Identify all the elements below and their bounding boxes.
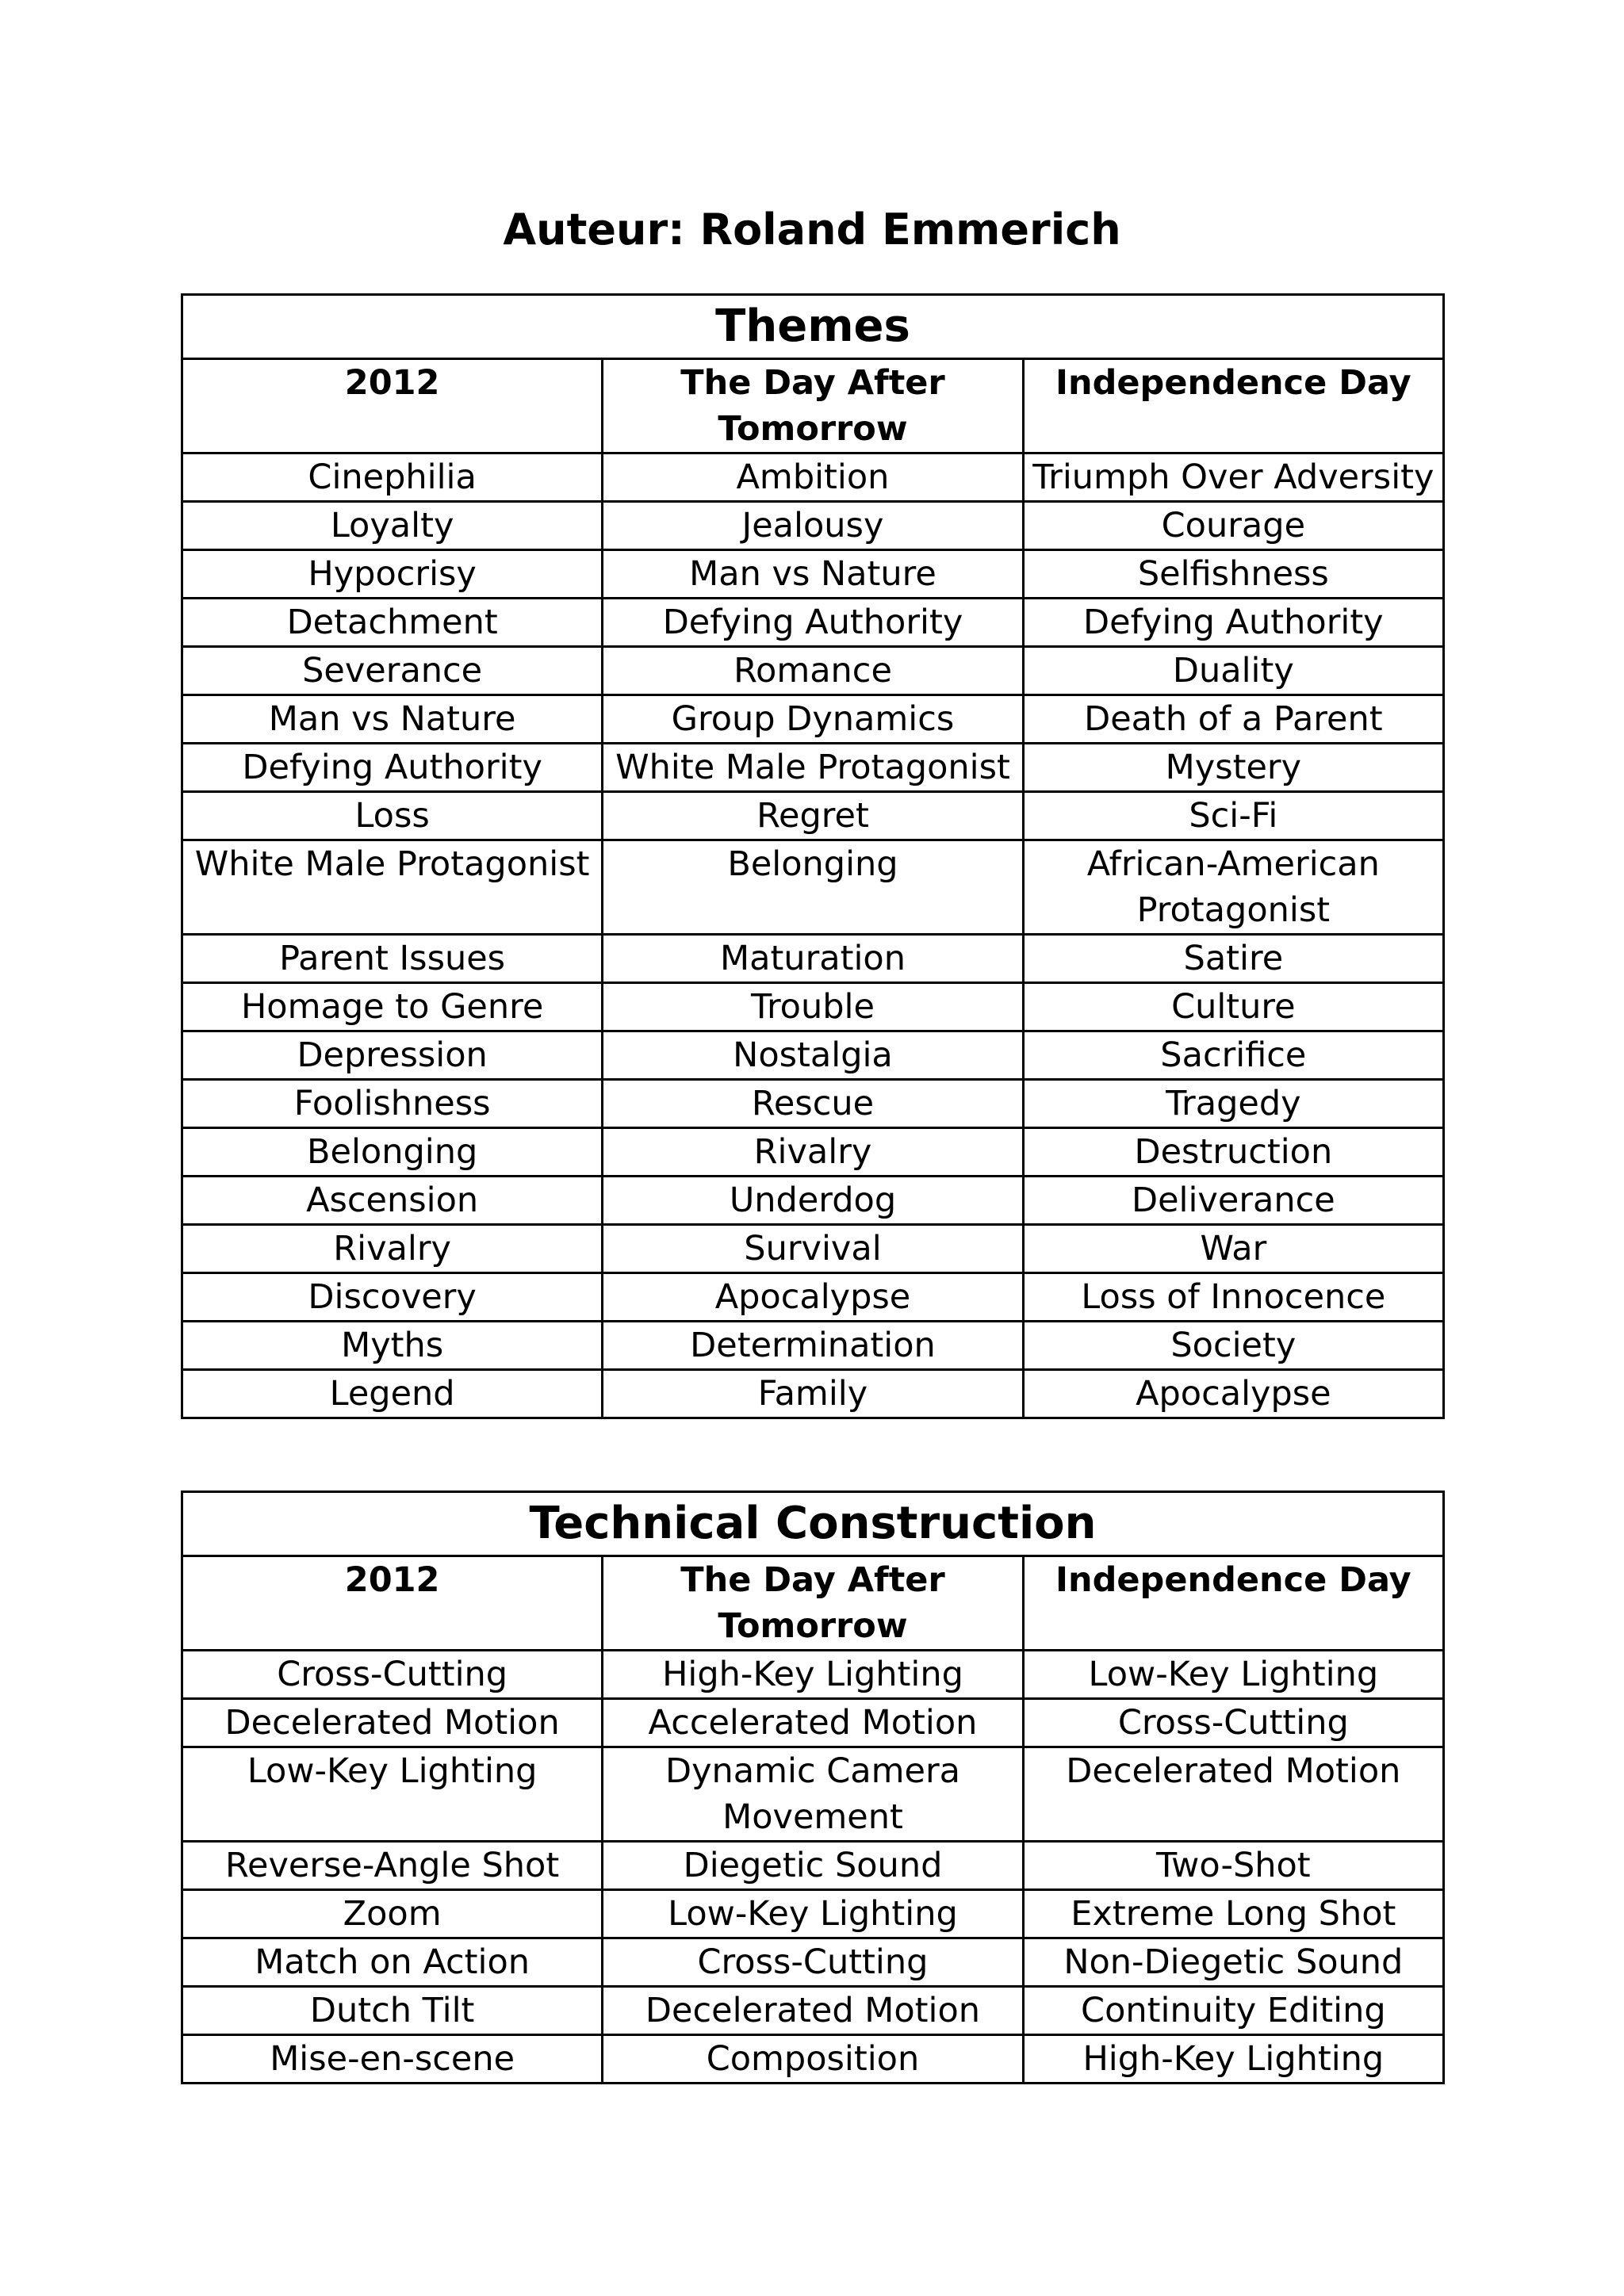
column-header: Independence Day bbox=[1023, 359, 1443, 453]
table-cell: Legend bbox=[182, 1370, 603, 1418]
table-cell: Match on Action bbox=[182, 1938, 603, 1987]
table-row bbox=[182, 935, 1444, 983]
table-row bbox=[182, 1080, 1444, 1128]
table-cell: White Male Protagonist bbox=[182, 840, 603, 935]
table-cell: Jealousy bbox=[603, 502, 1023, 550]
table-cell: Cross-Cutting bbox=[182, 1651, 603, 1699]
table-cell: Hypocrisy bbox=[182, 550, 603, 599]
table-row bbox=[182, 1322, 1444, 1370]
table-cell: Discovery bbox=[182, 1273, 603, 1322]
table-row bbox=[182, 840, 1444, 935]
table-row bbox=[182, 550, 1444, 599]
table-cell: Deliverance bbox=[1023, 1177, 1443, 1225]
table-row bbox=[182, 1938, 1444, 1987]
themes-heading: Themes bbox=[182, 295, 1444, 359]
table-cell: High-Key Lighting bbox=[603, 1651, 1023, 1699]
table-cell: Ambition bbox=[603, 453, 1023, 502]
table-row bbox=[182, 1651, 1444, 1699]
table-cell: Composition bbox=[603, 2035, 1023, 2084]
table-row bbox=[182, 792, 1444, 840]
table-row bbox=[182, 1747, 1444, 1842]
table-cell: Rivalry bbox=[603, 1128, 1023, 1177]
table-cell: Cross-Cutting bbox=[1023, 1699, 1443, 1747]
table-cell: Decelerated Motion bbox=[603, 1987, 1023, 2035]
table-cell: Rivalry bbox=[182, 1225, 603, 1273]
table-cell: Reverse-Angle Shot bbox=[182, 1842, 603, 1890]
table-cell: Culture bbox=[1023, 983, 1443, 1031]
table-cell: Courage bbox=[1023, 502, 1443, 550]
table-cell: Tragedy bbox=[1023, 1080, 1443, 1128]
table-row bbox=[182, 744, 1444, 792]
table-cell: Accelerated Motion bbox=[603, 1699, 1023, 1747]
table-row bbox=[182, 453, 1444, 502]
table-cell: Sci-Fi bbox=[1023, 792, 1443, 840]
table-row bbox=[182, 599, 1444, 647]
table-cell: Apocalypse bbox=[603, 1273, 1023, 1322]
column-header: The Day After Tomorrow bbox=[603, 359, 1023, 453]
table-cell: Dutch Tilt bbox=[182, 1987, 603, 2035]
table-row bbox=[182, 1842, 1444, 1890]
table-cell: Defying Authority bbox=[182, 744, 603, 792]
table-cell: Determination bbox=[603, 1322, 1023, 1370]
table-cell: Man vs Nature bbox=[182, 695, 603, 744]
table-cell: Decelerated Motion bbox=[182, 1699, 603, 1747]
table-cell: Defying Authority bbox=[603, 599, 1023, 647]
table-cell: Loss of Innocence bbox=[1023, 1273, 1443, 1322]
table-row bbox=[182, 1890, 1444, 1938]
table-cell: Apocalypse bbox=[1023, 1370, 1443, 1418]
table-cell: Underdog bbox=[603, 1177, 1023, 1225]
table-cell: Decelerated Motion bbox=[1023, 1747, 1443, 1842]
technical-construction-table bbox=[181, 1490, 1445, 2084]
column-header: The Day After Tomorrow bbox=[603, 1556, 1023, 1651]
table-cell: Two-Shot bbox=[1023, 1842, 1443, 1890]
table-cell: Loyalty bbox=[182, 502, 603, 550]
table-row bbox=[182, 983, 1444, 1031]
table-cell: Rescue bbox=[603, 1080, 1023, 1128]
table-cell: Trouble bbox=[603, 983, 1023, 1031]
table-cell: Loss bbox=[182, 792, 603, 840]
table-cell: Man vs Nature bbox=[603, 550, 1023, 599]
table-row bbox=[182, 1177, 1444, 1225]
table-cell: Family bbox=[603, 1370, 1023, 1418]
table-cell: War bbox=[1023, 1225, 1443, 1273]
table-cell: Continuity Editing bbox=[1023, 1987, 1443, 2035]
table-cell: Belonging bbox=[603, 840, 1023, 935]
themes-table bbox=[181, 293, 1445, 1419]
table-row bbox=[182, 1273, 1444, 1322]
table-cell: Myths bbox=[182, 1322, 603, 1370]
table-row bbox=[182, 2035, 1444, 2084]
table-cell: Dynamic Camera Movement bbox=[603, 1747, 1023, 1842]
column-header: 2012 bbox=[182, 359, 603, 453]
table-row bbox=[182, 695, 1444, 744]
technical-body bbox=[182, 1651, 1444, 2084]
table-row bbox=[182, 1370, 1444, 1418]
table-cell: Parent Issues bbox=[182, 935, 603, 983]
table-cell: Selfishness bbox=[1023, 550, 1443, 599]
table-cell: Regret bbox=[603, 792, 1023, 840]
technical-heading: Technical Construction bbox=[182, 1492, 1444, 1556]
table-cell: Low-Key Lighting bbox=[182, 1747, 603, 1842]
table-cell: Belonging bbox=[182, 1128, 603, 1177]
table-cell: White Male Protagonist bbox=[603, 744, 1023, 792]
table-row bbox=[182, 647, 1444, 695]
table-cell: Ascension bbox=[182, 1177, 603, 1225]
table-cell: Depression bbox=[182, 1031, 603, 1080]
table-cell: Sacrifice bbox=[1023, 1031, 1443, 1080]
table-cell: Duality bbox=[1023, 647, 1443, 695]
table-cell: Diegetic Sound bbox=[603, 1842, 1023, 1890]
themes-body bbox=[182, 453, 1444, 1418]
table-cell: Cinephilia bbox=[182, 453, 603, 502]
table-cell: Survival bbox=[603, 1225, 1023, 1273]
table-cell: Severance bbox=[182, 647, 603, 695]
page-title: Auteur: Roland Emmerich bbox=[503, 205, 1121, 254]
table-cell: Maturation bbox=[603, 935, 1023, 983]
table-cell: Group Dynamics bbox=[603, 695, 1023, 744]
table-cell: Defying Authority bbox=[1023, 599, 1443, 647]
column-header: Independence Day bbox=[1023, 1556, 1443, 1651]
table-cell: Low-Key Lighting bbox=[603, 1890, 1023, 1938]
table-cell: Non-Diegetic Sound bbox=[1023, 1938, 1443, 1987]
table-cell: African-American Protagonist bbox=[1023, 840, 1443, 935]
column-header: 2012 bbox=[182, 1556, 603, 1651]
table-cell: Mystery bbox=[1023, 744, 1443, 792]
table-row bbox=[182, 502, 1444, 550]
table-cell: Extreme Long Shot bbox=[1023, 1890, 1443, 1938]
table-cell: Homage to Genre bbox=[182, 983, 603, 1031]
table-row bbox=[182, 1699, 1444, 1747]
table-cell: Nostalgia bbox=[603, 1031, 1023, 1080]
table-cell: Zoom bbox=[182, 1890, 603, 1938]
table-row bbox=[182, 1225, 1444, 1273]
table-cell: Society bbox=[1023, 1322, 1443, 1370]
table-cell: Cross-Cutting bbox=[603, 1938, 1023, 1987]
table-cell: Low-Key Lighting bbox=[1023, 1651, 1443, 1699]
table-cell: Triumph Over Adversity bbox=[1023, 453, 1443, 502]
table-cell: Mise-en-scene bbox=[182, 2035, 603, 2084]
table-cell: Detachment bbox=[182, 599, 603, 647]
table-cell: Destruction bbox=[1023, 1128, 1443, 1177]
table-row bbox=[182, 1987, 1444, 2035]
table-cell: Romance bbox=[603, 647, 1023, 695]
table-cell: High-Key Lighting bbox=[1023, 2035, 1443, 2084]
table-cell: Satire bbox=[1023, 935, 1443, 983]
table-row bbox=[182, 1128, 1444, 1177]
table-row bbox=[182, 1031, 1444, 1080]
table-cell: Foolishness bbox=[182, 1080, 603, 1128]
table-cell: Death of a Parent bbox=[1023, 695, 1443, 744]
